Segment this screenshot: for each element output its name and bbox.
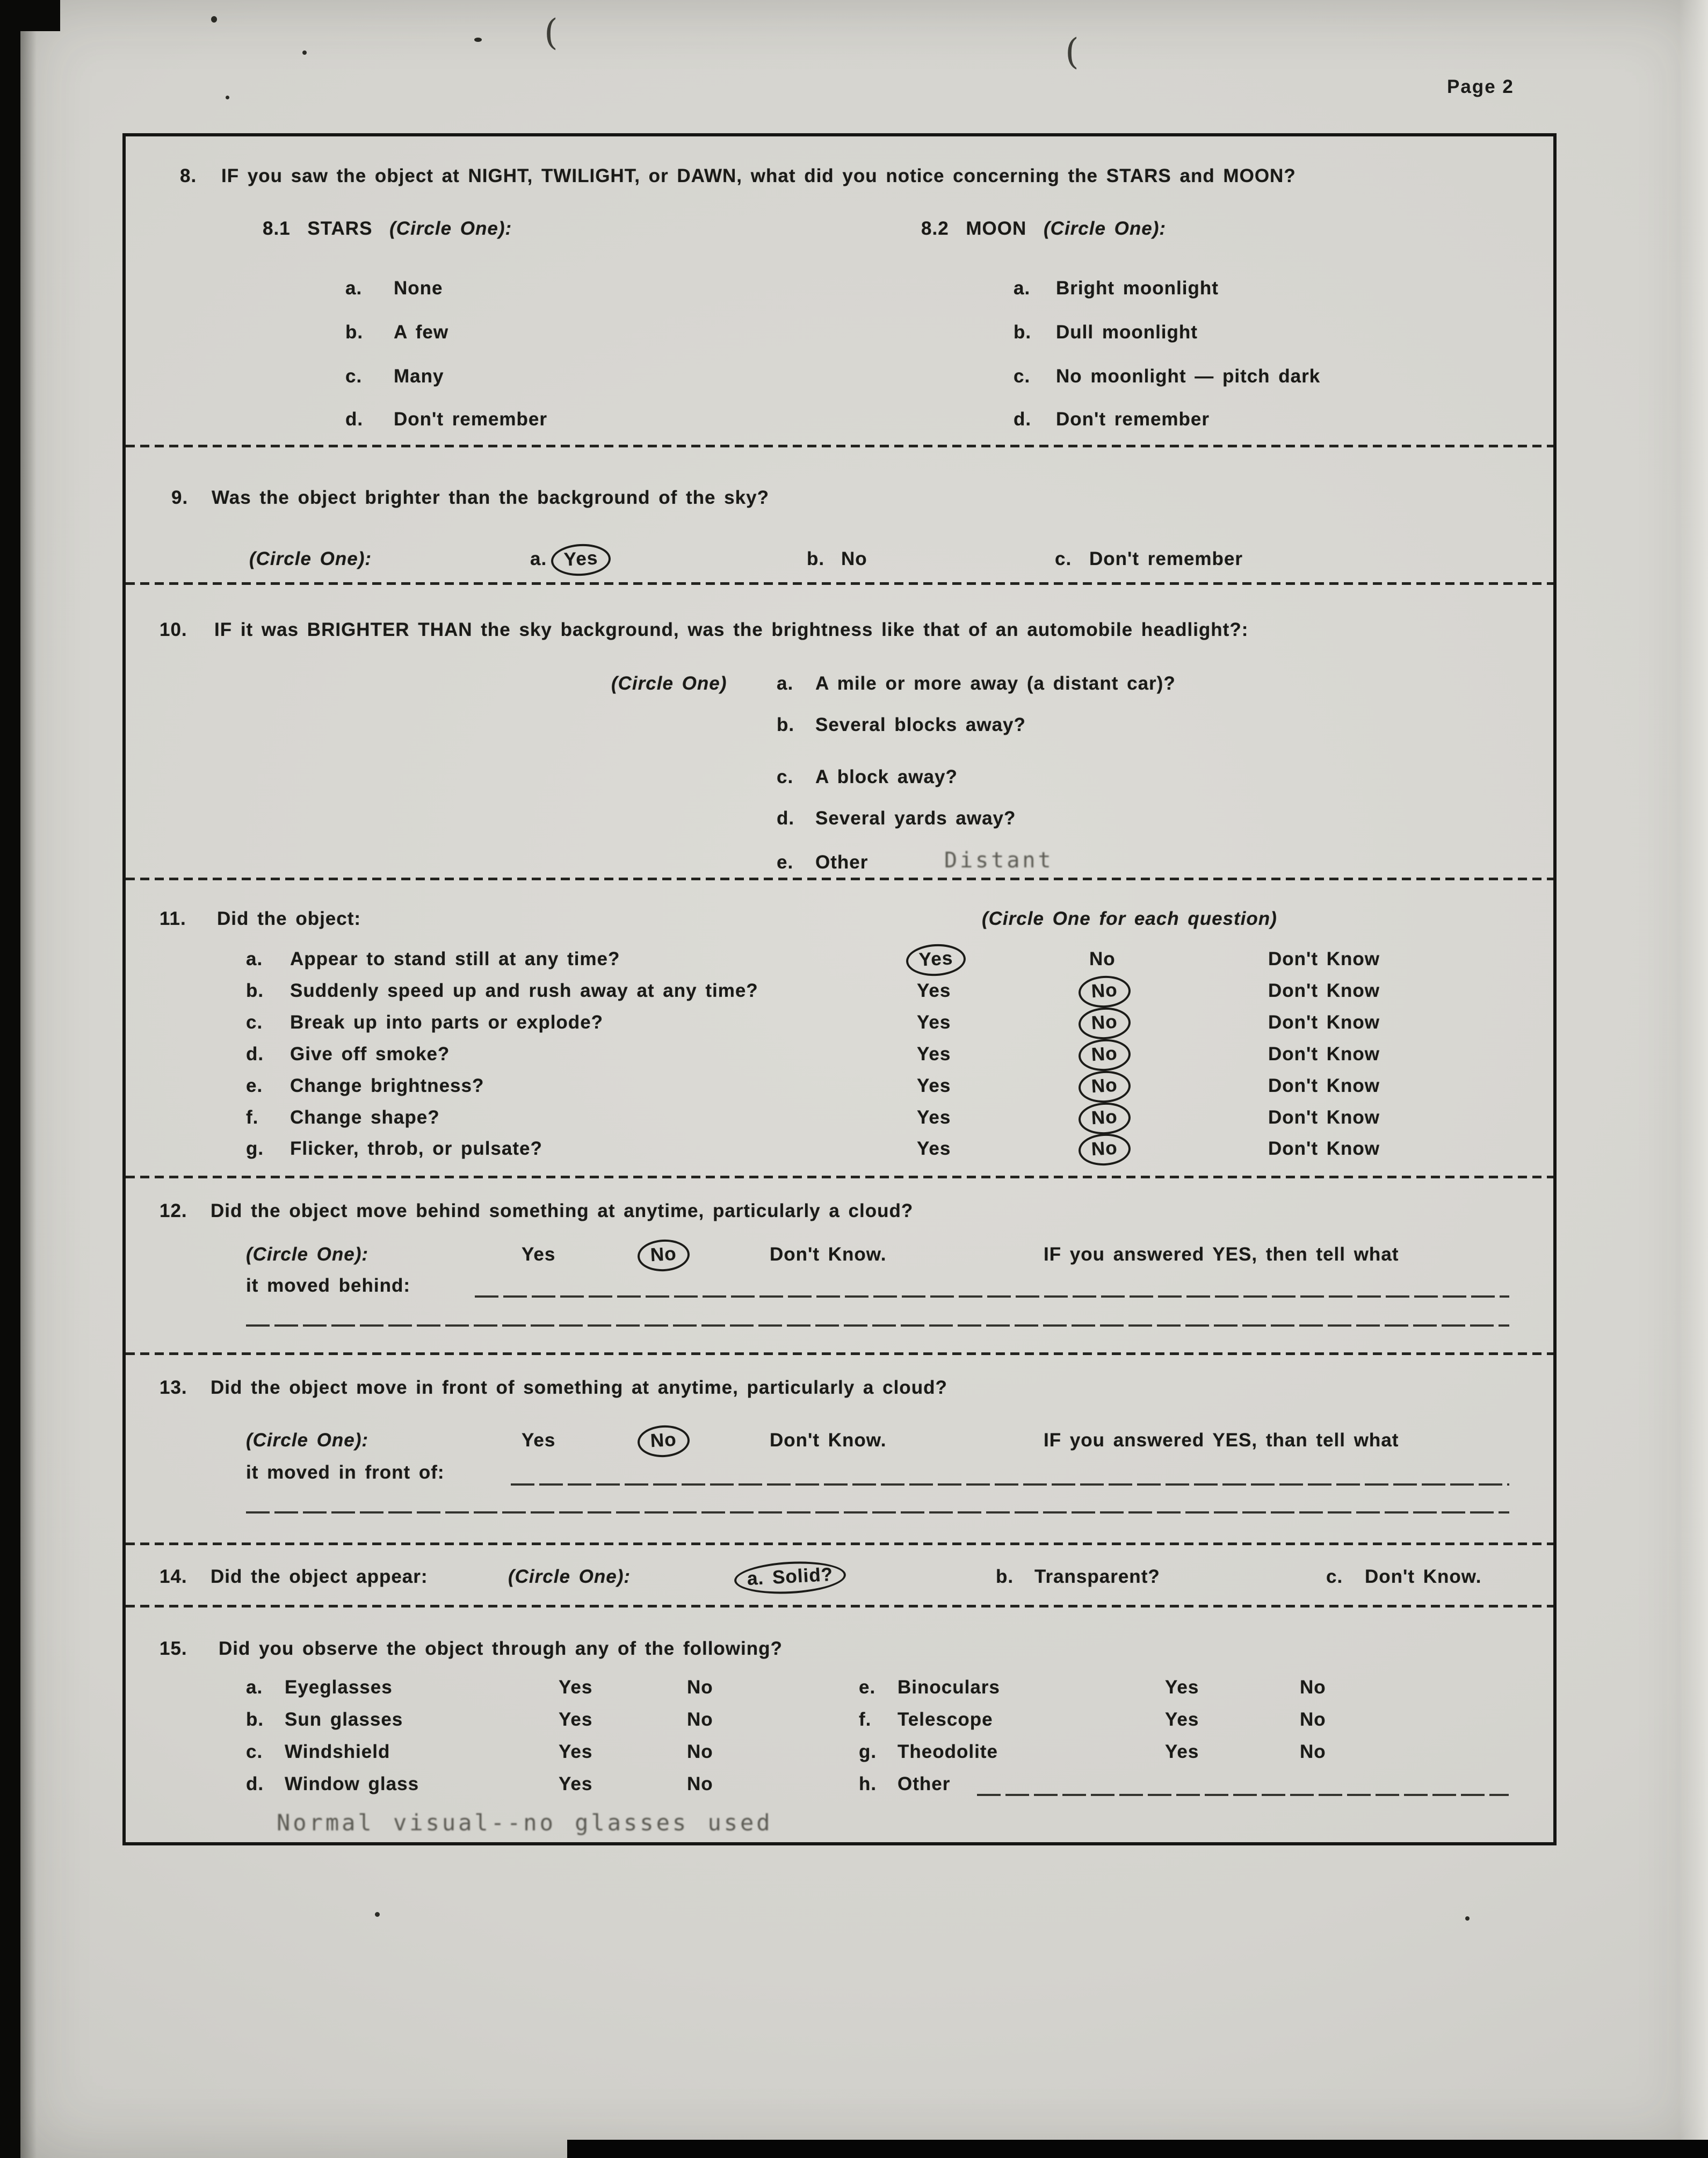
q11-row-dont-know: Don't Know xyxy=(1268,980,1380,1001)
q11-row-no: No xyxy=(1078,1070,1132,1104)
q15-row xyxy=(126,1740,1553,1767)
q8-number: 8. xyxy=(180,165,197,186)
q8-question: IF you saw the object at NIGHT, TWILIGHT, or DAWN, what did you notice concerning the STARS and MOON? xyxy=(221,165,1296,186)
scan-speck xyxy=(302,50,307,55)
q11-row xyxy=(126,979,1553,1006)
q11-row-question: Flicker, throb, or pulsate? xyxy=(290,1138,542,1159)
section-divider xyxy=(126,1176,1553,1178)
q11-row-yes: Yes xyxy=(917,980,951,1001)
section-divider xyxy=(126,1352,1553,1355)
section-divider xyxy=(126,582,1553,585)
q10-option-row xyxy=(126,807,1553,834)
q10-circle-note: (Circle One) xyxy=(611,673,727,694)
q15-no: No xyxy=(687,1741,713,1762)
q13-fill-line xyxy=(511,1483,1509,1486)
q12-answer-row xyxy=(126,1243,1553,1270)
q15-no: No xyxy=(1300,1677,1326,1698)
q8-option-row xyxy=(126,365,1553,392)
q10-option-row xyxy=(126,713,1553,740)
q13-yes: Yes xyxy=(522,1430,556,1451)
q15-right-label: Telescope xyxy=(898,1709,993,1730)
q11-row xyxy=(126,1042,1553,1069)
q11-circle-note: (Circle One for each question) xyxy=(982,908,1277,929)
q8-stars-option-text: None xyxy=(394,278,443,299)
q11-number: 11. xyxy=(160,908,186,929)
q11-row xyxy=(126,1106,1553,1133)
scan-edge-left xyxy=(0,0,20,2158)
q12-number: 12. xyxy=(160,1200,187,1221)
q11-row-dont-know: Don't Know xyxy=(1268,1012,1380,1033)
q9-option-b-text: No xyxy=(841,548,867,569)
q8-moon-option-text: Dull moonlight xyxy=(1056,322,1198,343)
section-divider xyxy=(126,1605,1553,1607)
q15-question: Did you observe the object through any of the following? xyxy=(219,1638,783,1659)
scan-speck xyxy=(1465,1916,1470,1921)
q15-right-label: Theodolite xyxy=(898,1741,998,1762)
q12-circle-note: (Circle One): xyxy=(246,1244,369,1265)
q14-question: Did the object appear: xyxy=(211,1566,428,1587)
q11-row-letter: a. xyxy=(246,948,263,969)
q13-tail-label: it moved in front of: xyxy=(246,1462,445,1483)
q15-row xyxy=(126,1676,1553,1703)
q14-option-a-letter: a. xyxy=(746,1567,765,1590)
q13-question: Did the object move in front of something at anytime, particularly a cloud? xyxy=(211,1377,947,1398)
q8-moon-title: MOON xyxy=(966,218,1027,239)
q11-row xyxy=(126,1137,1553,1164)
q11-row-dont-know: Don't Know xyxy=(1268,948,1380,969)
q12-fill-line xyxy=(246,1324,1509,1327)
q8-subheading-row xyxy=(126,217,1553,244)
q11-row-no: No xyxy=(1089,948,1116,969)
q15-right-letter: f. xyxy=(859,1709,872,1730)
pen-mark: ( xyxy=(1065,31,1079,73)
q8-stars-option-letter: a. xyxy=(345,278,363,299)
q15-other-fill-line xyxy=(977,1794,1509,1796)
q15-yes: Yes xyxy=(1165,1709,1199,1730)
q13-number: 13. xyxy=(160,1377,187,1398)
q14-option-solid xyxy=(734,1559,847,1597)
q15-left-label: Windshield xyxy=(285,1741,390,1762)
q13-no: No xyxy=(637,1424,691,1459)
q9-question: Was the object brighter than the background of the sky? xyxy=(212,487,769,508)
q11-row-question: Break up into parts or explode? xyxy=(290,1012,604,1033)
q15-right-letter: g. xyxy=(859,1741,877,1762)
q10-number: 10. xyxy=(160,619,187,640)
q15-right-letter: h. xyxy=(859,1773,877,1794)
q14-row xyxy=(126,1565,1553,1592)
q11-row-yes: Yes xyxy=(906,943,967,977)
scan-edge-corner xyxy=(0,0,60,31)
q15-no: No xyxy=(1300,1709,1326,1730)
scan-speck xyxy=(375,1912,380,1917)
q13-if-yes-note: IF you answered YES, than tell what xyxy=(1044,1430,1399,1451)
q11-row xyxy=(126,1074,1553,1101)
q11-row-question: Appear to stand still at any time? xyxy=(290,948,620,969)
q9-answer-row xyxy=(126,547,1553,574)
q14-option-c-text: Don't Know. xyxy=(1365,1566,1482,1587)
q13-fill-line xyxy=(246,1511,1509,1514)
q15-left-letter: a. xyxy=(246,1677,263,1698)
q11-row-no: No xyxy=(1078,1102,1132,1136)
q12-tail-label: it moved behind: xyxy=(246,1275,410,1296)
q8-stars-option-text: Many xyxy=(394,366,444,387)
section-divider xyxy=(126,878,1553,880)
q9-option-a-text: Yes xyxy=(551,542,612,577)
q11-row-letter: e. xyxy=(246,1075,263,1096)
q10-option-letter: b. xyxy=(777,714,795,735)
q11-row-question: Suddenly speed up and rush away at any time? xyxy=(290,980,758,1001)
q11-row-dont-know: Don't Know xyxy=(1268,1107,1380,1128)
q12-yes: Yes xyxy=(522,1244,556,1265)
q8-option-row xyxy=(126,321,1553,347)
scan-edge-bottom xyxy=(567,2140,1708,2158)
q11-row-no: No xyxy=(1078,975,1132,1009)
q11-row-yes: Yes xyxy=(917,1107,951,1128)
scan-speck xyxy=(211,16,217,23)
q8-moon-option-text: Bright moonlight xyxy=(1056,278,1219,299)
q12-question: Did the object move behind something at anytime, particularly a cloud? xyxy=(211,1200,914,1221)
q15-yes: Yes xyxy=(559,1741,593,1762)
q8-stars-heading xyxy=(263,217,512,241)
q13-dont-know: Don't Know. xyxy=(770,1430,887,1451)
q14-option-a-text: Solid? xyxy=(772,1563,834,1588)
q11-row-question: Change shape? xyxy=(290,1107,440,1128)
q11-row-dont-know: Don't Know xyxy=(1268,1138,1380,1159)
q8-stars-option-letter: b. xyxy=(345,322,364,343)
q8-moon-option-letter: b. xyxy=(1014,322,1032,343)
pen-mark: ( xyxy=(544,12,558,53)
q11-row xyxy=(126,947,1553,974)
q15-yes: Yes xyxy=(559,1709,593,1730)
q15-left-label: Eyeglasses xyxy=(285,1677,393,1698)
q15-left-letter: d. xyxy=(246,1773,264,1794)
q15-no: No xyxy=(1300,1741,1326,1762)
form-box xyxy=(122,133,1557,1845)
q11-row-letter: c. xyxy=(246,1012,263,1033)
q11-row-no: No xyxy=(1078,1006,1132,1041)
q11-row xyxy=(126,1011,1553,1038)
q8-moon-option-text: No moonlight — pitch dark xyxy=(1056,366,1321,387)
q14-option-b-letter: b. xyxy=(996,1566,1014,1587)
q8-moon-num: 8.2 xyxy=(921,218,949,239)
q8-stars-num: 8.1 xyxy=(263,218,291,239)
q9-option-c-letter: c. xyxy=(1055,548,1072,569)
q8-moon-heading xyxy=(921,217,1166,241)
q15-yes: Yes xyxy=(559,1677,593,1698)
q10-option-text: A block away? xyxy=(815,766,958,787)
q15-row xyxy=(126,1772,1553,1799)
q8-moon-circle-note: (Circle One): xyxy=(1044,218,1167,239)
q8-moon-option-letter: d. xyxy=(1014,409,1032,430)
q15-no: No xyxy=(687,1773,713,1794)
q15-right-label: Binoculars xyxy=(898,1677,1000,1698)
q12-dont-know: Don't Know. xyxy=(770,1244,887,1265)
q10-question: IF it was BRIGHTER THAN the sky background, was the brightness like that of an automobile headlight?: xyxy=(214,619,1249,640)
q10-option-text: Other xyxy=(815,852,869,873)
q11-row-question: Give off smoke? xyxy=(290,1044,450,1064)
q10-option-letter: e. xyxy=(777,852,794,873)
q10-option-text: Several yards away? xyxy=(815,808,1016,829)
q10-option-row xyxy=(126,765,1553,792)
q11-row-letter: d. xyxy=(246,1044,264,1064)
q11-question: Did the object: xyxy=(217,908,361,929)
q14-circle-note: (Circle One): xyxy=(508,1566,631,1587)
q15-yes: Yes xyxy=(1165,1677,1199,1698)
q15-left-letter: b. xyxy=(246,1709,264,1730)
section-divider xyxy=(126,445,1553,447)
q11-row-letter: b. xyxy=(246,980,264,1001)
q10-option-letter: d. xyxy=(777,808,795,829)
q8-option-row xyxy=(126,277,1553,303)
scan-edge-right xyxy=(1679,0,1708,2158)
q15-number: 15. xyxy=(160,1638,187,1659)
q10-option-letter: a. xyxy=(777,673,794,694)
q9-option-c-text: Don't remember xyxy=(1089,548,1243,569)
q15-no: No xyxy=(687,1677,713,1698)
q11-row-yes: Yes xyxy=(917,1075,951,1096)
q15-left-label: Sun glasses xyxy=(285,1709,403,1730)
q8-option-row xyxy=(126,408,1553,435)
q10-option-row xyxy=(126,672,1553,699)
section-divider xyxy=(126,1543,1553,1545)
q8-stars-option-letter: c. xyxy=(345,366,363,387)
q14-option-c-letter: c. xyxy=(1326,1566,1343,1587)
q11-row-no: No xyxy=(1078,1133,1132,1167)
q11-row-dont-know: Don't Know xyxy=(1268,1075,1380,1096)
q9-circle-note: (Circle One): xyxy=(249,548,372,569)
q10-option-text: A mile or more away (a distant car)? xyxy=(815,673,1176,694)
q9-option-b-letter: b. xyxy=(807,548,825,569)
q8-moon-option-letter: a. xyxy=(1014,278,1031,299)
q8-stars-option-text: Don't remember xyxy=(394,409,547,430)
q8-stars-circle-note: (Circle One): xyxy=(389,218,512,239)
page-number: Page 2 xyxy=(1447,76,1514,97)
q12-fill-line xyxy=(475,1295,1509,1298)
q10-option-row xyxy=(126,848,1553,878)
scan-speck xyxy=(474,38,482,42)
q15-left-letter: c. xyxy=(246,1741,263,1762)
q11-row-yes: Yes xyxy=(917,1138,951,1159)
q13-circle-note: (Circle One): xyxy=(246,1430,369,1451)
q8-stars-option-text: A few xyxy=(394,322,449,343)
q15-yes: Yes xyxy=(559,1773,593,1794)
q15-right-label: Other xyxy=(898,1773,951,1794)
q12-no: No xyxy=(637,1239,691,1273)
q15-no: No xyxy=(687,1709,713,1730)
q15-left-label: Window glass xyxy=(285,1773,419,1794)
q11-row-question: Change brightness? xyxy=(290,1075,484,1096)
q14-number: 14. xyxy=(160,1566,187,1587)
q15-typed-answer: Normal visual--no glasses used xyxy=(277,1809,773,1836)
q15-row xyxy=(126,1708,1553,1735)
scan-speck xyxy=(226,96,229,99)
q12-if-yes-note: IF you answered YES, then tell what xyxy=(1044,1244,1399,1265)
q10-option-letter: c. xyxy=(777,766,794,787)
q11-row-letter: f. xyxy=(246,1107,259,1128)
q11-row-yes: Yes xyxy=(917,1012,951,1033)
q15-yes: Yes xyxy=(1165,1741,1199,1762)
q8-stars-title: STARS xyxy=(307,218,373,239)
q15-right-letter: e. xyxy=(859,1677,876,1698)
q11-row-yes: Yes xyxy=(917,1044,951,1064)
q13-answer-row xyxy=(126,1429,1553,1455)
q10-other-typed-answer: Distant xyxy=(944,848,1054,873)
q11-row-letter: g. xyxy=(246,1138,264,1159)
q8-moon-option-text: Don't remember xyxy=(1056,409,1210,430)
q9-option-a-letter: a. xyxy=(530,548,547,569)
q11-row-no: No xyxy=(1078,1038,1132,1073)
q10-option-text: Several blocks away? xyxy=(815,714,1026,735)
q8-stars-option-letter: d. xyxy=(345,409,364,430)
q9-number: 9. xyxy=(171,487,189,508)
q8-moon-option-letter: c. xyxy=(1014,366,1031,387)
q14-option-b-text: Transparent? xyxy=(1034,1566,1160,1587)
paper xyxy=(20,0,1708,2158)
q11-row-dont-know: Don't Know xyxy=(1268,1044,1380,1064)
